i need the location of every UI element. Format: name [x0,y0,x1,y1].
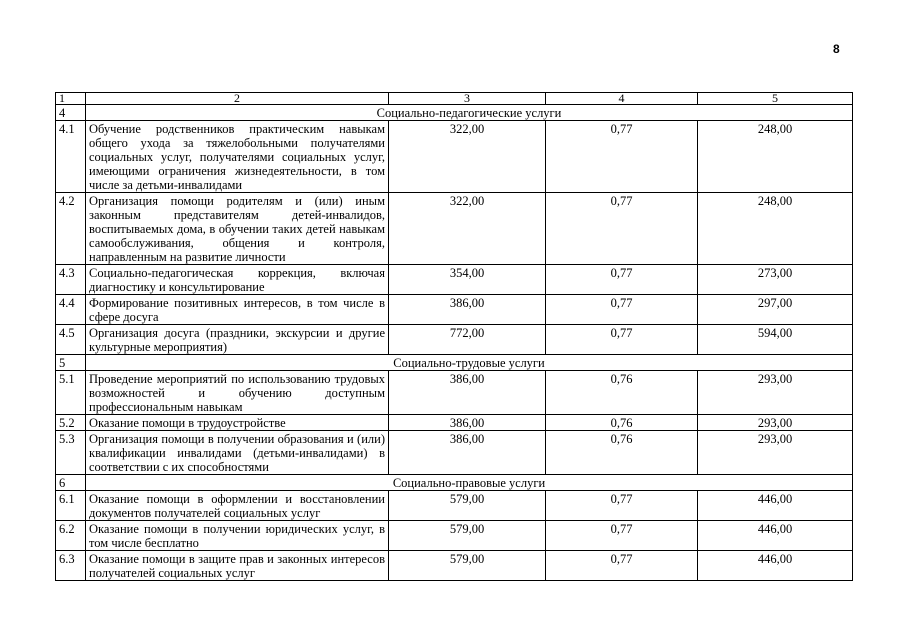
service-name: Оказание помощи в трудоустройстве [86,415,389,431]
service-name: Организация помощи родителям и (или) иным законным представителям детей-инвалидов, воспитываемых дома, в обучении таких детей навыкам самообслуживания, общения и контроля, направленным на развитие личности [86,193,389,265]
section-title: Социально-педагогические услуги [86,105,853,121]
section-title: Социально-трудовые услуги [86,355,853,371]
service-row [56,295,853,325]
column-number-header-row [56,93,853,105]
service-row [56,491,853,521]
services-tariff-table [55,92,853,581]
value-col-3: 579,00 [389,551,546,581]
section-row [56,475,853,491]
service-row [56,265,853,295]
value-col-5: 446,00 [698,521,853,551]
service-row [56,521,853,551]
value-col-5: 293,00 [698,415,853,431]
service-row [56,121,853,193]
page-number: 8 [833,42,840,56]
service-number: 5.2 [56,415,86,431]
value-col-5: 594,00 [698,325,853,355]
service-name: Формирование позитивных интересов, в том числе в сфере досуга [86,295,389,325]
service-name: Оказание помощи в получении юридических услуг, в том числе бесплатно [86,521,389,551]
header-col-2: 2 [86,93,389,105]
value-col-4: 0,77 [546,491,698,521]
service-number: 6.1 [56,491,86,521]
service-name: Организация досуга (праздники, экскурсии и другие культурные мероприятия) [86,325,389,355]
value-col-4: 0,77 [546,265,698,295]
service-name: Оказание помощи в защите прав и законных интересов получателей социальных услуг [86,551,389,581]
service-row [56,193,853,265]
service-number: 4.5 [56,325,86,355]
service-row [56,325,853,355]
value-col-3: 354,00 [389,265,546,295]
service-row [56,551,853,581]
value-col-5: 297,00 [698,295,853,325]
value-col-3: 386,00 [389,431,546,475]
value-col-3: 579,00 [389,521,546,551]
service-row [56,371,853,415]
service-number: 5.1 [56,371,86,415]
header-col-3: 3 [389,93,546,105]
service-number: 6.3 [56,551,86,581]
section-row [56,355,853,371]
header-col-4: 4 [546,93,698,105]
value-col-3: 322,00 [389,121,546,193]
service-name: Обучение родственников практическим навыкам общего ухода за тяжелобольными получателями социальных услуг, получателями социальных услуг, имеющими ограничения жизнедеятельности, в том числе за детьми-инвалидами [86,121,389,193]
service-row [56,431,853,475]
service-number: 4.4 [56,295,86,325]
value-col-5: 248,00 [698,121,853,193]
header-col-1: 1 [56,93,86,105]
value-col-3: 322,00 [389,193,546,265]
section-number: 4 [56,105,86,121]
value-col-4: 0,76 [546,415,698,431]
value-col-5: 293,00 [698,371,853,415]
value-col-5: 446,00 [698,491,853,521]
service-number: 4.3 [56,265,86,295]
value-col-3: 579,00 [389,491,546,521]
value-col-5: 273,00 [698,265,853,295]
service-number: 4.1 [56,121,86,193]
service-name: Проведение мероприятий по использованию трудовых возможностей и обучению доступным профессиональным навыкам [86,371,389,415]
value-col-3: 386,00 [389,415,546,431]
service-number: 4.2 [56,193,86,265]
value-col-4: 0,77 [546,551,698,581]
value-col-3: 386,00 [389,295,546,325]
service-row [56,415,853,431]
section-row [56,105,853,121]
service-number: 5.3 [56,431,86,475]
service-name: Социально-педагогическая коррекция, включая диагностику и консультирование [86,265,389,295]
section-number: 6 [56,475,86,491]
service-name: Оказание помощи в оформлении и восстановлении документов получателей социальных услуг [86,491,389,521]
header-col-5: 5 [698,93,853,105]
section-title: Социально-правовые услуги [86,475,853,491]
section-number: 5 [56,355,86,371]
service-number: 6.2 [56,521,86,551]
value-col-4: 0,77 [546,325,698,355]
value-col-4: 0,76 [546,371,698,415]
service-name: Организация помощи в получении образования и (или) квалификации инвалидами (детьми-инвалидами) в соответствии с их способностями [86,431,389,475]
value-col-4: 0,77 [546,521,698,551]
value-col-5: 293,00 [698,431,853,475]
value-col-4: 0,77 [546,295,698,325]
value-col-5: 248,00 [698,193,853,265]
value-col-5: 446,00 [698,551,853,581]
value-col-3: 386,00 [389,371,546,415]
value-col-4: 0,76 [546,431,698,475]
value-col-3: 772,00 [389,325,546,355]
value-col-4: 0,77 [546,121,698,193]
value-col-4: 0,77 [546,193,698,265]
